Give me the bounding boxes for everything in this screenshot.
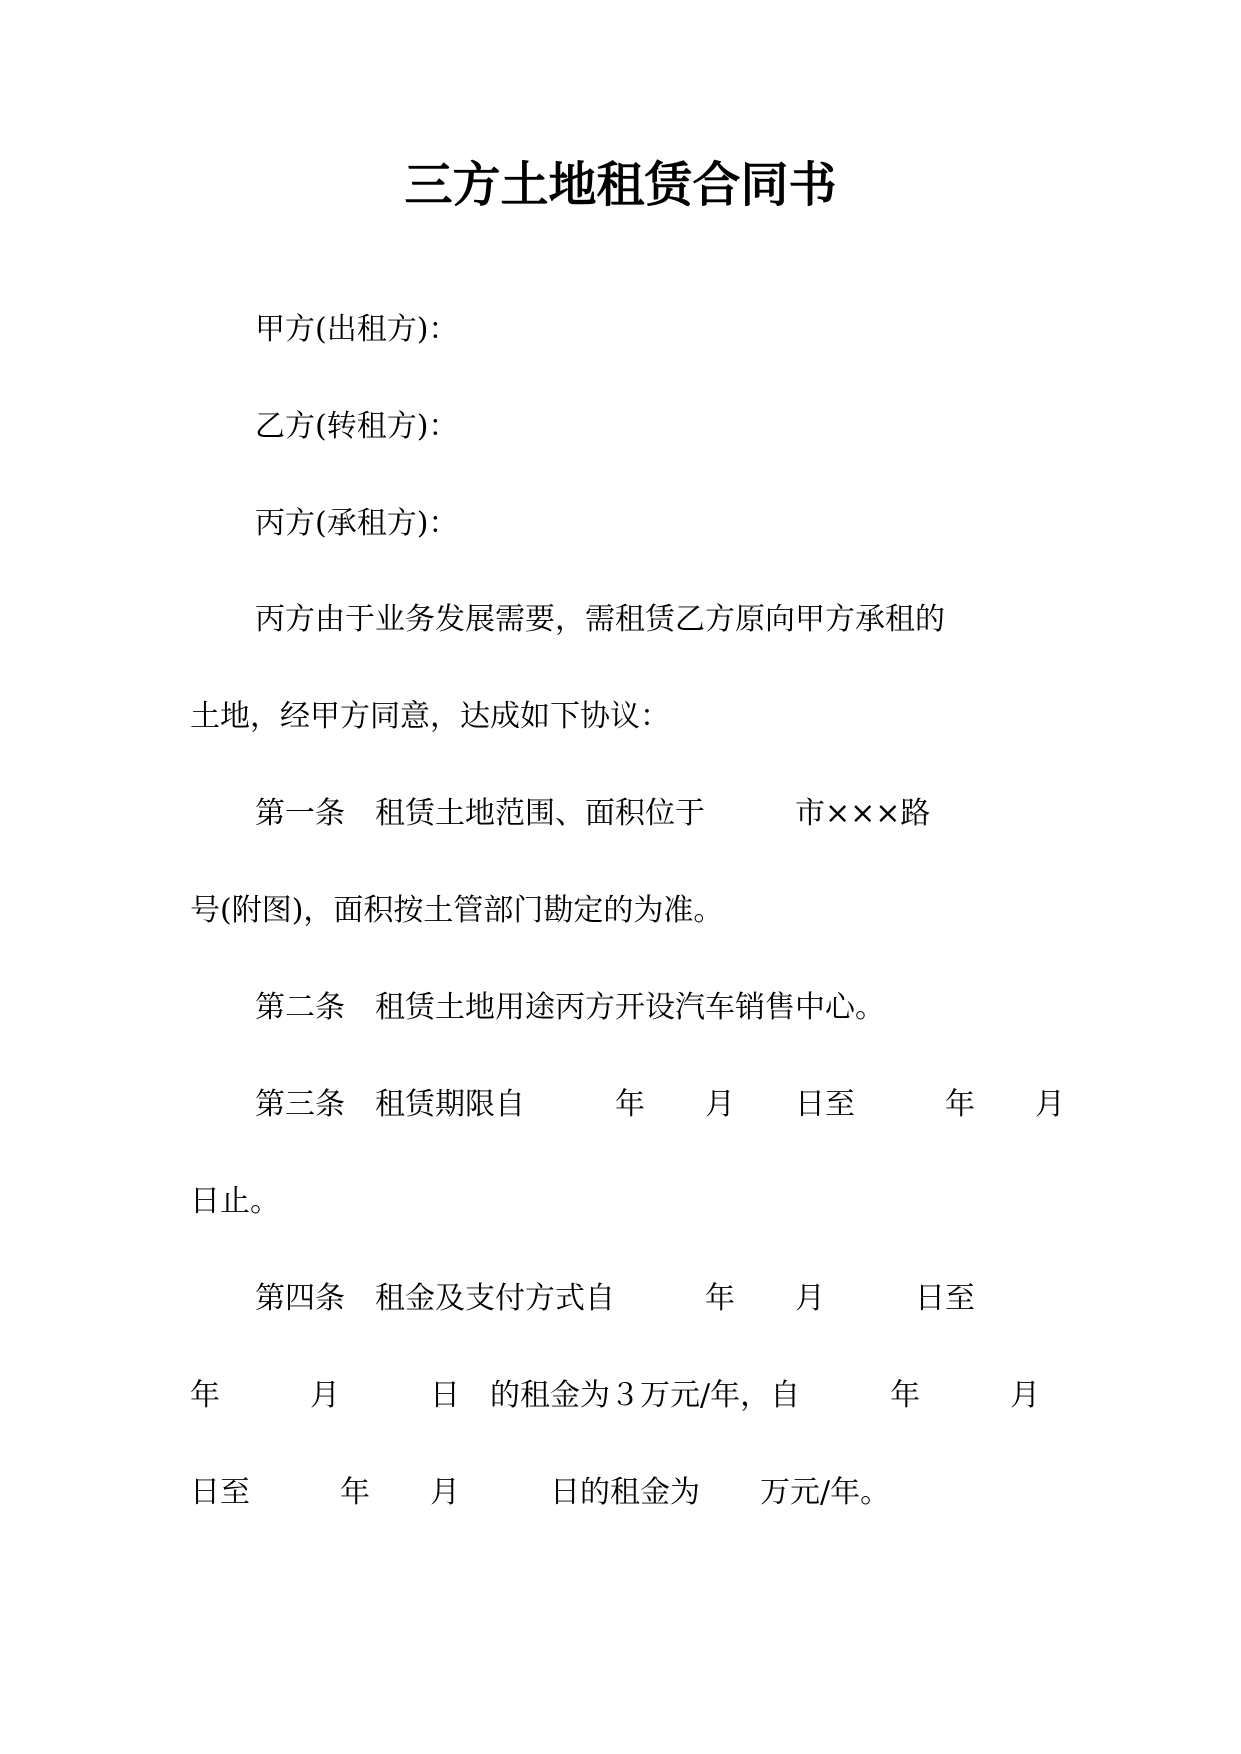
article-3-line-2: 日止。 — [190, 1184, 280, 1219]
article-1-line-2: 号(附图)，面积按土管部门勘定的为准。 — [190, 893, 724, 928]
article-4-line-1: 第四条 租金及支付方式自 年 月 日至 — [255, 1281, 975, 1316]
party-b-line: 乙方(转租方)： — [255, 409, 459, 444]
article-4-line-3: 日至 年 月 日的租金为 万元/年。 — [190, 1475, 891, 1510]
article-1-line-1: 第一条 租赁土地范围、面积位于 市×××路 — [255, 796, 931, 831]
preamble-line-1: 丙方由于业务发展需要，需租赁乙方原向甲方承租的 — [255, 602, 945, 637]
party-a-line: 甲方(出租方)： — [255, 312, 459, 347]
article-2-line-1: 第二条 租赁土地用途丙方开设汽车销售中心。 — [255, 990, 885, 1025]
article-3-line-1: 第三条 租赁期限自 年 月 日至 年 月 — [255, 1087, 1065, 1122]
article-4-line-2: 年 月 日 的租金为３万元/年，自 年 月 — [190, 1378, 1041, 1413]
document-title: 三方土地租赁合同书 — [404, 157, 837, 213]
party-c-line: 丙方(承租方)： — [255, 506, 459, 541]
preamble-line-2: 土地，经甲方同意，达成如下协议： — [190, 699, 670, 734]
